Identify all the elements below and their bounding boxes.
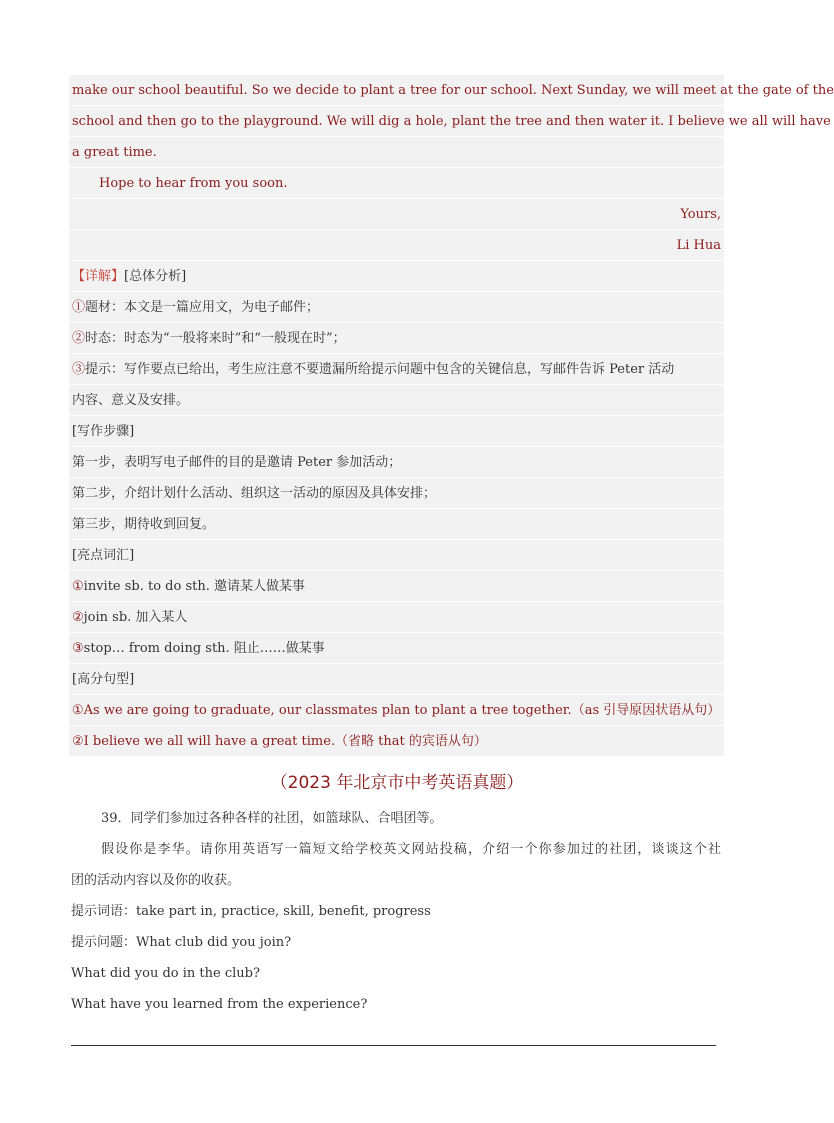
question-number-line: 39．同学们参加过各种各样的社团，如篮球队、合唱团等。 — [101, 811, 443, 826]
vocab-1-number: ① — [72, 579, 84, 594]
vocab-item-2 — [69, 602, 724, 633]
point-1-number: ① — [72, 300, 86, 315]
hint-words: 提示词语：take part in, practice, skill, benefit, progress — [71, 904, 431, 919]
vocab-item-1 — [69, 571, 724, 602]
detail-tag: 【详解】 — [72, 269, 125, 284]
hint-question-2: What did you do in the club? — [71, 966, 260, 981]
vocab-3-number: ③ — [72, 641, 84, 656]
essay-closing: Hope to hear from you soon. — [69, 168, 724, 199]
question-para-a: 假设你是李华。请你用英语写一篇短文给学校英文网站投稿，介绍一个你参加过的社团，谈谈这个社 — [101, 842, 721, 857]
vocab-3-text: stop… from doing sth. 阻止……做某事 — [83, 641, 325, 656]
vocab-2-text: join sb. 加入某人 — [83, 610, 188, 625]
sentence-1-text: As we are going to graduate, our classmates plan to plant a tree together.（as 引导原因状语从句） — [83, 703, 721, 718]
sentence-2-number: ② — [72, 734, 84, 749]
step-1: 第一步，表明写电子邮件的目的是邀请 Peter 参加活动； — [69, 447, 724, 478]
sentence-item-1 — [69, 695, 724, 726]
vocab-item-3 — [69, 633, 724, 664]
section-title: （2023 年北京市中考英语真题） — [270, 773, 524, 793]
point-3-text-a: 提示：写作要点已给出，考生应注意不要遗漏所给提示问题中包含的关键信息，写邮件告诉 Peter 活动 — [85, 362, 675, 377]
vocab-2-number: ② — [72, 610, 84, 625]
point-1-text: 题材：本文是一篇应用文，为电子邮件； — [85, 300, 320, 315]
question-para-b: 团的活动内容以及你的收获。 — [71, 873, 241, 888]
vocab-label: [亮点词汇] — [69, 540, 724, 571]
analysis-point-2 — [69, 323, 724, 354]
sentence-1-number: ① — [72, 703, 84, 718]
answer-block — [69, 75, 834, 757]
analysis-point-1 — [69, 292, 724, 323]
point-2-text: 时态：时态为“一般将来时”和“一般现在时”； — [85, 331, 346, 346]
steps-label: [写作步骤] — [69, 416, 724, 447]
sentence-label: [高分句型] — [69, 664, 724, 695]
sentence-item-2 — [69, 726, 724, 757]
step-3: 第三步，期待收到回复。 — [69, 509, 724, 540]
vocab-1-text: invite sb. to do sth. 邀请某人做某事 — [83, 579, 305, 594]
hint-question-3: What have you learned from the experience? — [71, 997, 368, 1012]
essay-line-1: make our school beautiful. So we decide to plant a tree for our school. Next Sunday, we will meet at the gate of the — [69, 75, 724, 106]
essay-signoff: Yours, — [69, 199, 724, 230]
analysis-point-3b: 内容、意义及安排。 — [69, 385, 724, 416]
analysis-point-3a — [69, 354, 724, 385]
point-2-number: ② — [72, 331, 86, 346]
point-3-number: ③ — [72, 362, 86, 377]
answer-line — [71, 1045, 716, 1046]
overall-label: [总体分析] — [124, 269, 187, 284]
essay-line-2: school and then go to the playground. We will dig a hole, plant the tree and then water it. I believe we all will have — [69, 106, 724, 137]
question-block — [71, 803, 721, 1020]
essay-line-3: a great time. — [69, 137, 724, 168]
essay-name: Li Hua — [69, 230, 724, 261]
hint-question-1: 提示问题：What club did you join? — [71, 935, 292, 950]
sentence-2-text: I believe we all will have a great time.（省略 that 的宾语从句） — [83, 734, 487, 749]
analysis-header — [69, 261, 724, 292]
step-2: 第二步，介绍计划什么活动、组织这一活动的原因及具体安排； — [69, 478, 724, 509]
